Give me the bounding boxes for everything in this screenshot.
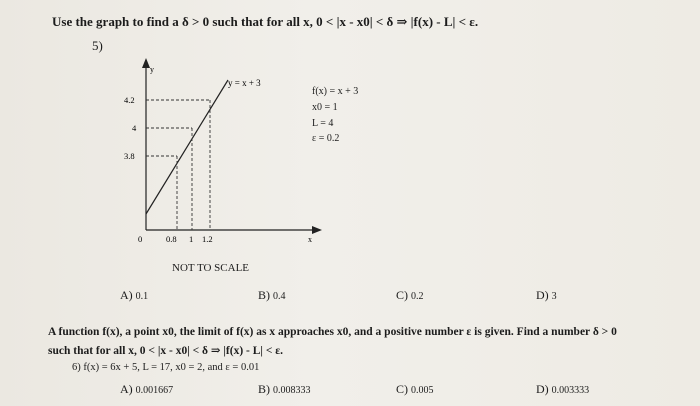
x-tick-0.8: 0.8	[166, 234, 177, 244]
p6-choice-d[interactable]: D) 0.003333	[536, 382, 590, 396]
p6-choice-b[interactable]: B) 0.008333	[258, 382, 311, 396]
p6-intro-line2: such that for all x, 0 < |x - x0| < δ ⇒ |f(x) - L| < ε.	[48, 345, 284, 357]
x-axis-arrow-icon	[312, 226, 322, 234]
p5-choice-b[interactable]: B) 0.4	[258, 288, 286, 302]
p5-choice-d[interactable]: D) 3	[536, 288, 557, 302]
y-tick-3.8: 3.8	[124, 151, 135, 161]
given-epsilon: ε = 0.2	[312, 133, 340, 144]
given-x0: x0 = 1	[312, 102, 338, 113]
y-tick-4.2: 4.2	[124, 95, 135, 105]
given-function: f(x) = x + 3	[312, 86, 359, 97]
y-axis-label: y	[150, 65, 154, 74]
p6-choice-c[interactable]: C) 0.005	[396, 382, 434, 396]
p5-choice-a[interactable]: A) 0.1	[120, 288, 149, 302]
p6-statement-text: f(x) = 6x + 5, L = 17, x0 = 2, and ε = 0.01	[83, 362, 260, 373]
origin-label: 0	[138, 234, 143, 244]
x-tick-1: 1	[189, 234, 194, 244]
line-label: y = x + 3	[228, 78, 261, 88]
p6-choice-a[interactable]: A) 0.001667	[120, 382, 174, 396]
p6-intro-line1: A function f(x), a point x0, the limit of f(x) as x approaches x0, and a positive number ε is given. Find a number δ > 0	[48, 326, 617, 338]
given-limit: L = 4	[312, 118, 334, 129]
x-tick-1.2: 1.2	[202, 234, 213, 244]
problem-5-number: 5)	[92, 38, 103, 53]
x-axis-label: x	[308, 235, 312, 244]
y-axis-arrow-icon	[142, 58, 150, 68]
instruction-text: Use the graph to find a δ > 0 such that for all x, 0 < |x - x0| < δ ⇒ |f(x) - L| < ε.	[52, 14, 479, 29]
p6-number: 6)	[72, 362, 81, 373]
y-tick-4: 4	[132, 123, 137, 133]
limit-graph	[110, 52, 330, 262]
not-to-scale-note: NOT TO SCALE	[172, 262, 250, 274]
p6-statement	[72, 362, 259, 373]
p5-choice-c[interactable]: C) 0.2	[396, 288, 424, 302]
